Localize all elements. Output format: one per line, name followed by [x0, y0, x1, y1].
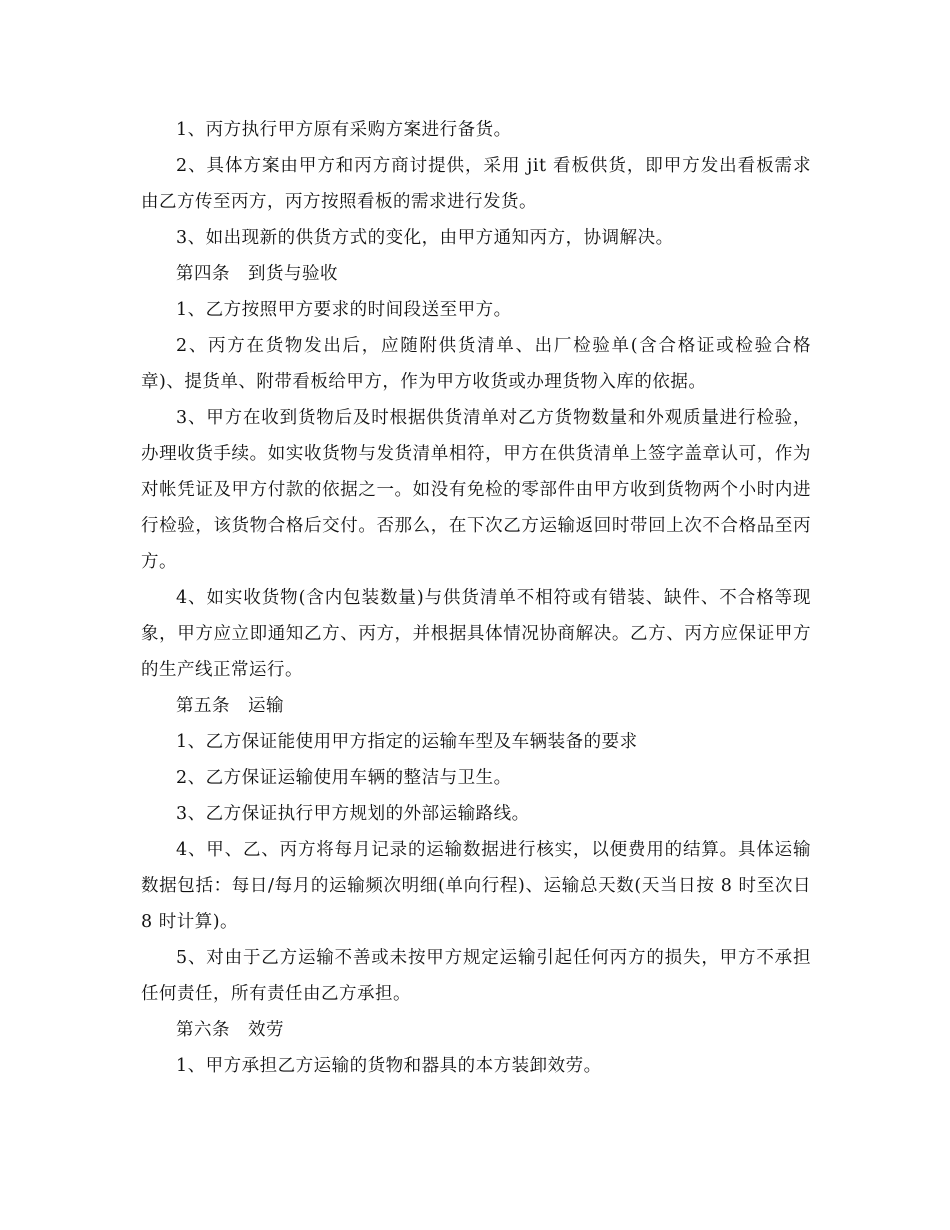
section-heading-article-5: 第五条 运输: [176, 696, 284, 716]
paragraph-2: 2、具体方案由甲方和丙方商讨提供，采用 jit 看板供货，即甲方发出看板需求由乙方传至丙方，丙方按照看板的需求进行发货。: [141, 156, 811, 212]
paragraph-4-2: 2、丙方在货物发出后，应随附供货清单、出厂检验单(含合格证或检验合格章)、提货单、附带看板给甲方，作为甲方收货或办理货物入库的依据。: [141, 336, 811, 392]
paragraph-5-2: 2、乙方保证运输使用车辆的整洁与卫生。: [176, 768, 512, 788]
document-body: [141, 112, 811, 1084]
paragraph-5-1: 1、乙方保证能使用甲方指定的运输车型及车辆装备的要求: [176, 732, 638, 752]
section-heading-article-6: 第六条 效劳: [176, 1020, 284, 1040]
paragraph-6-1: 1、甲方承担乙方运输的货物和器具的本方装卸效劳。: [176, 1056, 602, 1076]
paragraph-5-3: 3、乙方保证执行甲方规划的外部运输路线。: [176, 804, 530, 824]
paragraph-4-1: 1、乙方按照甲方要求的时间段送至甲方。: [176, 300, 512, 320]
paragraph-5-5: 5、对由于乙方运输不善或未按甲方规定运输引起任何丙方的损失，甲方不承担任何责任，所有责任由乙方承担。: [141, 948, 811, 1004]
paragraph-4-3: 3、甲方在收到货物后及时根据供货清单对乙方货物数量和外观质量进行检验，办理收货手续。如实收货物与发货清单相符，甲方在供货清单上签字盖章认可，作为对帐凭证及甲方付款的依据之一。如没有免检的零部件由甲方收到货物两个小时内进行检验，该货物合格后交付。否那么，在下次乙方运输返回时带回上次不合格品至丙方。: [141, 408, 811, 572]
paragraph-5-4: 4、甲、乙、丙方将每月记录的运输数据进行核实，以便费用的结算。具体运输数据包括：每日/每月的运输频次明细(单向行程)、运输总天数(天当日按 8 时至次日 8 时计算)。: [141, 840, 811, 932]
section-heading-article-4: 第四条 到货与验收: [176, 264, 338, 284]
paragraph-1: 1、丙方执行甲方原有采购方案进行备货。: [176, 120, 512, 140]
paragraph-4-4: 4、如实收货物(含内包装数量)与供货清单不相符或有错装、缺件、不合格等现象，甲方应立即通知乙方、丙方，并根据具体情况协商解决。乙方、丙方应保证甲方的生产线正常运行。: [141, 588, 811, 680]
paragraph-3: 3、如出现新的供货方式的变化，由甲方通知丙方，协调解决。: [176, 228, 674, 248]
